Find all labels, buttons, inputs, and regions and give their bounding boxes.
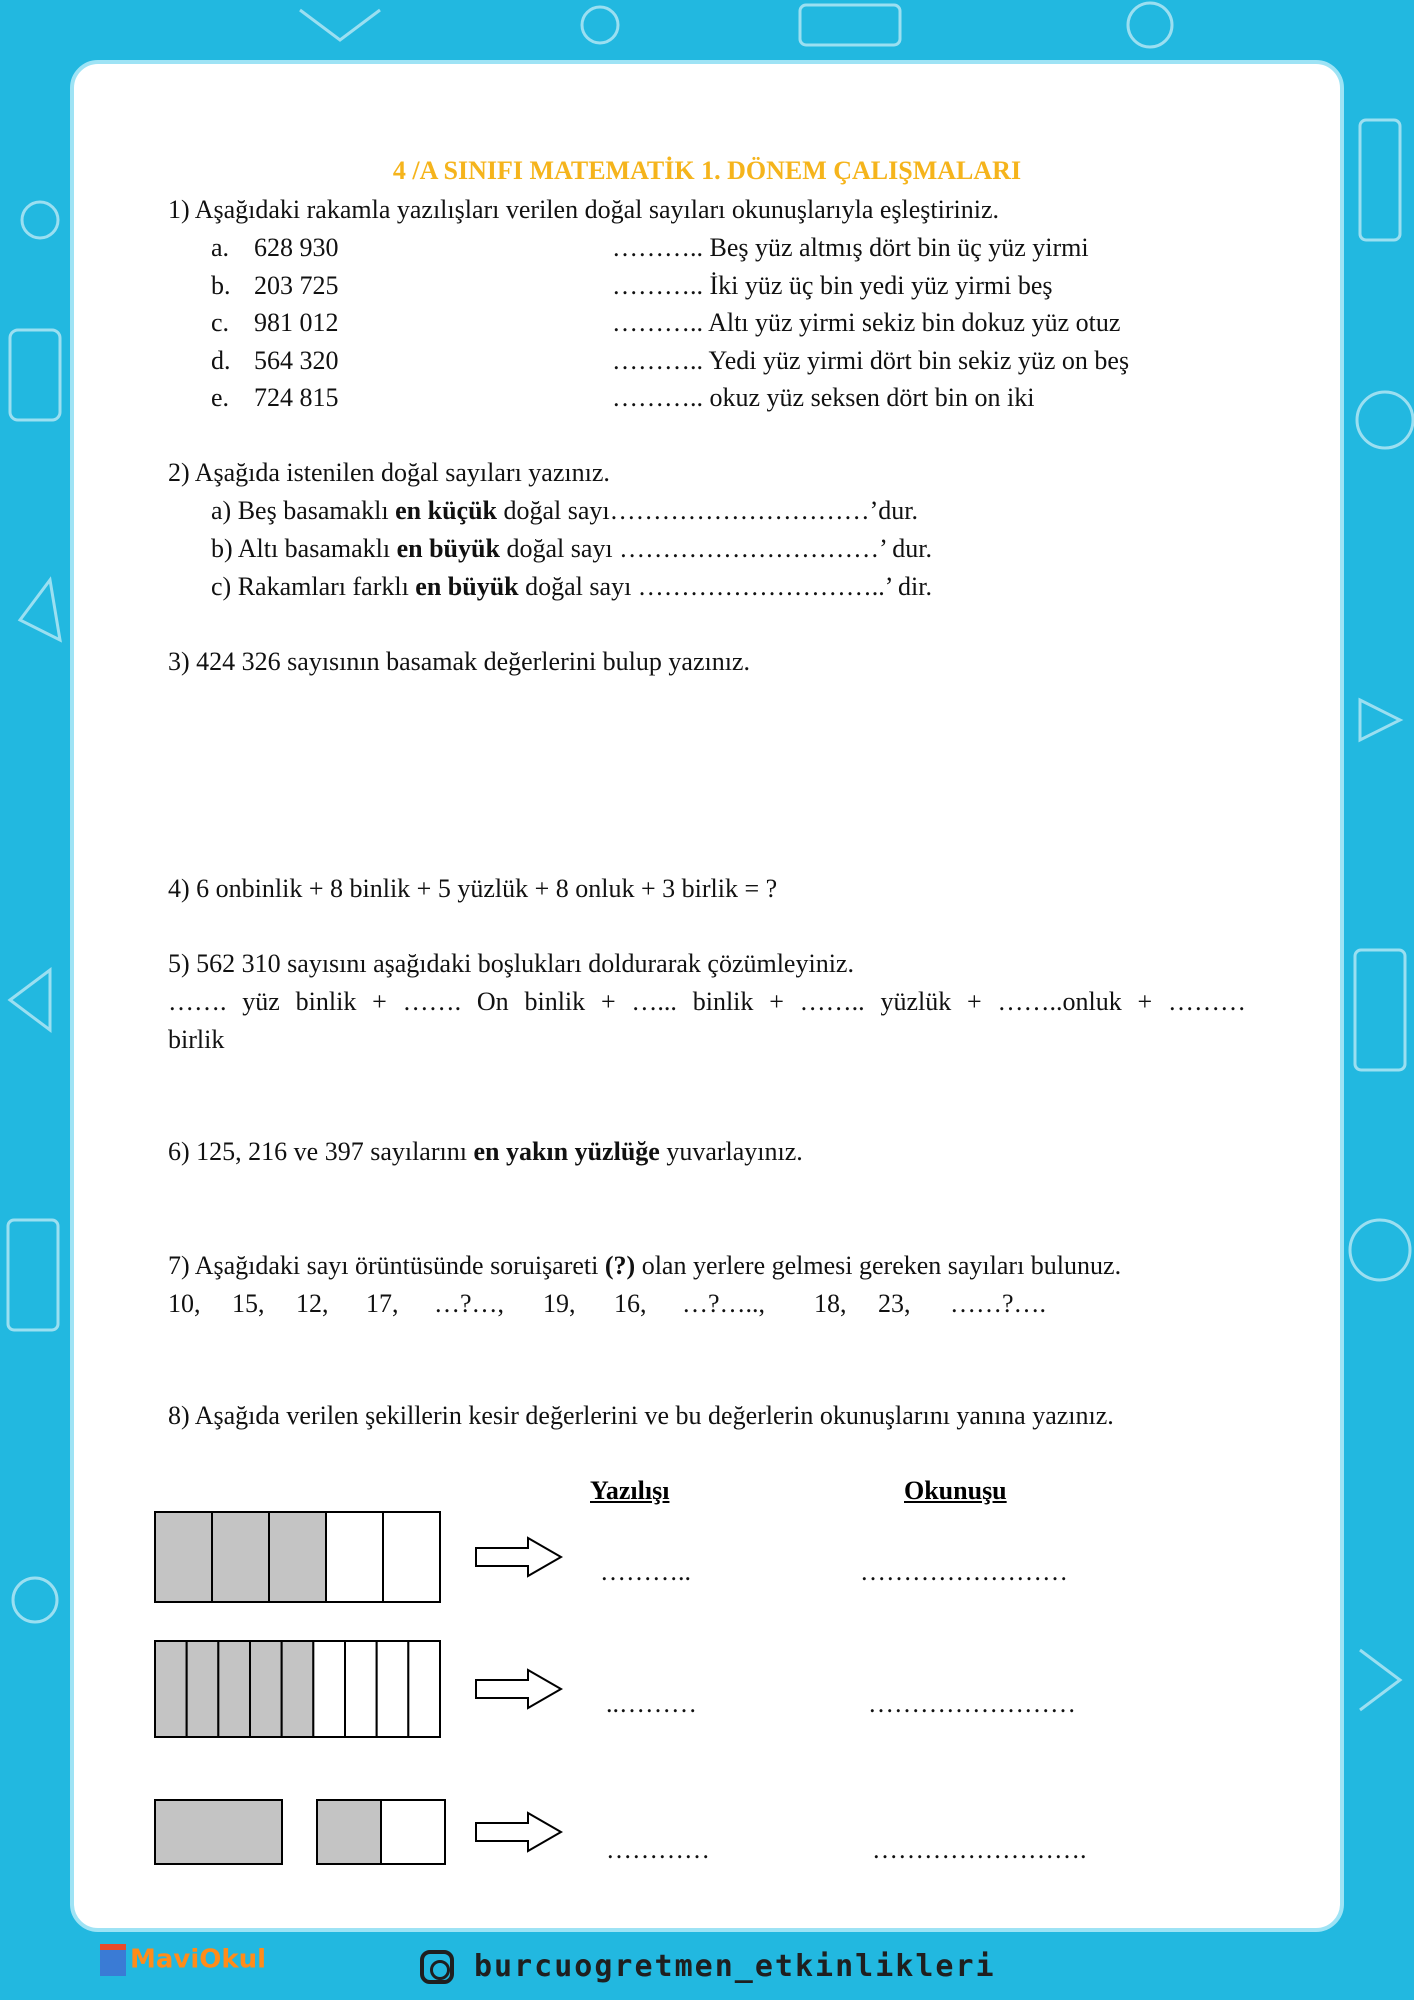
header-reading: Okunuşu bbox=[904, 1476, 1007, 1505]
sequence-term: 12, bbox=[296, 1289, 329, 1318]
q1-item-letter: c. bbox=[211, 308, 230, 337]
q1-item-number: 981 012 bbox=[254, 308, 339, 337]
q1-item-number: 724 815 bbox=[254, 383, 339, 412]
q1-item-letter: d. bbox=[211, 345, 231, 375]
reading-blank[interactable]: ……………………. bbox=[872, 1835, 1087, 1864]
q5-blanks-end: birlik bbox=[168, 1025, 225, 1054]
sequence-term: 19, bbox=[543, 1289, 576, 1318]
q1-item-number: 203 725 bbox=[254, 270, 339, 300]
instagram-handle: burcuogretmen_etkinlikleri bbox=[474, 1949, 996, 1984]
q2-prompt: 2) Aşağıda istenilen doğal sayıları yazınız. bbox=[168, 458, 610, 487]
reading-blank[interactable]: …………………… bbox=[868, 1689, 1076, 1718]
written-blank[interactable]: ..……… bbox=[606, 1689, 697, 1718]
sequence-term: …?….., bbox=[682, 1289, 766, 1318]
q1-item-reading: ……….. Beş yüz altmış dört bin üç yüz yirmi bbox=[612, 233, 1089, 262]
q5-blanks: ……. yüz binlik + ……. On binlik + …... binlik + …….. yüzlük + ……..onluk + ……… bbox=[168, 987, 1246, 1016]
q3-prompt: 3) 424 326 sayısının basamak değerlerini bulup yazınız. bbox=[168, 647, 750, 676]
sequence-term: ……?…. bbox=[950, 1289, 1047, 1318]
house-icon bbox=[100, 1944, 126, 1976]
q1-item-number: 564 320 bbox=[254, 345, 339, 375]
q2-b: b) Altı basamaklı en büyük doğal sayı …………………………’ dur. bbox=[211, 534, 933, 563]
written-blank[interactable]: ……….. bbox=[600, 1557, 691, 1586]
page-title: 4 /A SINIFI MATEMATİK 1. DÖNEM ÇALIŞMALARI bbox=[392, 156, 1022, 185]
q8-prompt: 8) Aşağıda verilen şekillerin kesir değerlerini ve bu değerlerin okunuşlarını yanına yazınız. bbox=[168, 1401, 1114, 1430]
q1-item-reading: ……….. okuz yüz seksen dört bin on iki bbox=[612, 383, 1035, 412]
q1-item-number: 628 930 bbox=[254, 233, 339, 262]
q1-prompt: 1) Aşağıdaki rakamla yazılışları verilen doğal sayıları okunuşlarıyla eşleştiriniz. bbox=[168, 195, 1000, 224]
q4-prompt: 4) 6 onbinlik + 8 binlik + 5 yüzlük + 8 onluk + 3 birlik = ? bbox=[168, 874, 778, 903]
q2-a: a) Beş basamaklı en küçük doğal sayı…………………………’dur. bbox=[211, 496, 919, 525]
q5-prompt: 5) 562 310 sayısını aşağıdaki boşlukları doldurarak çözümleyiniz. bbox=[168, 949, 854, 978]
q6-prompt: 6) 125, 216 ve 397 sayılarını en yakın yüzlüğe yuvarlayınız. bbox=[168, 1137, 803, 1166]
q2-c: c) Rakamları farklı en büyük doğal sayı ………………………..’ dir. bbox=[211, 572, 932, 601]
q1-item-letter: a. bbox=[211, 233, 230, 262]
sequence-term: 16, bbox=[614, 1289, 647, 1318]
sequence-term: …?…, bbox=[434, 1289, 505, 1318]
sequence-term: 23, bbox=[878, 1289, 911, 1318]
q1-item-reading: ……….. Yedi yüz yirmi dört bin sekiz yüz on beş bbox=[612, 345, 1130, 375]
reading-blank[interactable]: …………………… bbox=[860, 1557, 1068, 1586]
sequence-term: 17, bbox=[366, 1289, 399, 1318]
brand-logo: MaviOkul bbox=[100, 1944, 266, 1976]
sequence-term: 15, bbox=[232, 1289, 265, 1318]
sequence-term: 10, bbox=[168, 1289, 201, 1318]
header-written: Yazılışı bbox=[590, 1476, 670, 1505]
q7-prompt: 7) Aşağıdaki sayı örüntüsünde soruişareti (?) olan yerlere gelmesi gereken sayıları bulunuz. bbox=[168, 1251, 1122, 1280]
written-blank[interactable]: ………… bbox=[606, 1835, 710, 1864]
sequence-term: 18, bbox=[814, 1289, 847, 1318]
q1-item-letter: b. bbox=[211, 270, 231, 300]
q1-item-letter: e. bbox=[211, 383, 230, 412]
instagram-icon bbox=[420, 1950, 454, 1984]
q1-item-reading: ……….. İki yüz üç bin yedi yüz yirmi beş bbox=[612, 270, 1053, 300]
q1-item-reading: ……….. Altı yüz yirmi sekiz bin dokuz yüz otuz bbox=[612, 308, 1121, 337]
